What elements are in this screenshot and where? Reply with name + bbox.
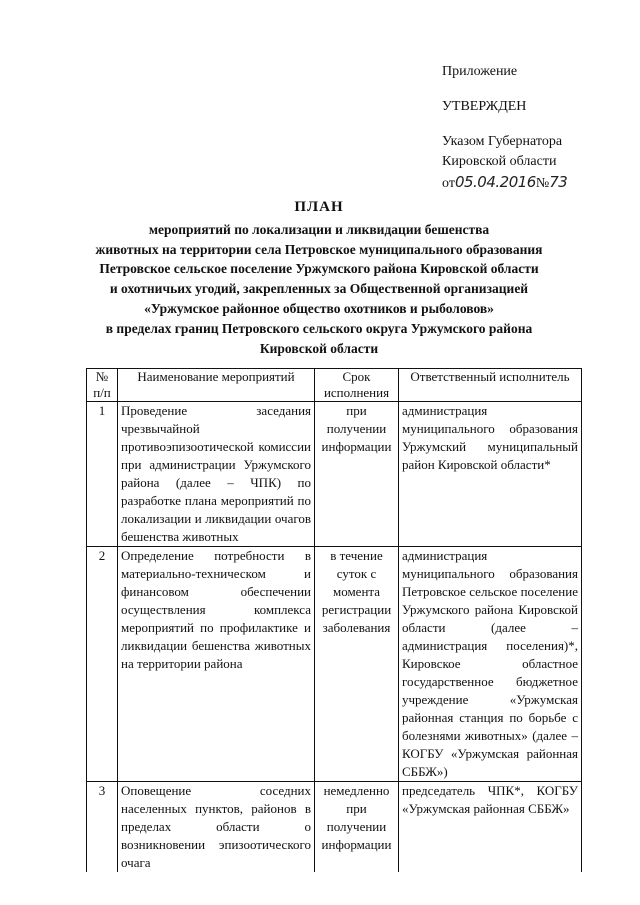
- table-header-row: [87, 369, 582, 402]
- decree-reference: [442, 132, 567, 194]
- row-name: Оповещение соседних населенных пунктов, районов в пределах области о возникновении эпизоотического очага: [118, 782, 315, 873]
- title-line: Петровское сельское поселение Уржумского района Кировской области: [99, 261, 539, 277]
- table-row: [87, 547, 582, 782]
- row-num: 2: [87, 547, 118, 782]
- number-sign: №: [535, 176, 550, 191]
- plan-heading: ПЛАН: [294, 199, 344, 215]
- title-line: в пределах границ Петровского сельского округа Уржумского района: [105, 320, 533, 336]
- row-responsible: администрация муниципального образования Уржумский муниципальный район Кировской области*: [399, 402, 582, 547]
- header-name: Наименование мероприятий: [118, 369, 315, 402]
- title-line: и охотничьих угодий, закрепленных за Общественной организацией: [109, 281, 529, 297]
- appendix-label: Приложение: [442, 64, 518, 79]
- header-num: № п/п: [87, 369, 118, 402]
- row-responsible: администрация муниципального образования Петровское сельское поселение Уржумского района Кировской области (далее – администрация поселения)*, Кировское областное государственное бюджетное учреждение «Уржумская районная станция по борьбе с болезнями животных» (далее – КОГБУ «Уржумская районная СББЖ»): [399, 547, 582, 782]
- row-num: 3: [87, 782, 118, 873]
- handwritten-number: 73: [549, 173, 568, 191]
- approval-block: [442, 62, 567, 194]
- header-term: Срок исполнения: [315, 369, 399, 402]
- title-line: животных на территории села Петровское муниципального образования: [95, 241, 543, 257]
- plan-table: [86, 368, 582, 872]
- row-responsible: председатель ЧПК*, КОГБУ «Уржумская районная СББЖ»: [399, 782, 582, 873]
- row-term: при получении информации: [315, 402, 399, 547]
- header-responsible: Ответственный исполнитель: [399, 369, 582, 402]
- date-prefix: от: [442, 176, 455, 191]
- handwritten-date: 05.04.2016: [454, 173, 536, 191]
- table-row: [87, 782, 582, 873]
- row-term: немедленно при получении информации: [315, 782, 399, 873]
- title-line: «Уржумское районное общество охотников и рыболовов»: [144, 300, 494, 316]
- decree-line-2: Кировской области: [442, 154, 557, 169]
- title-line: Кировской области: [259, 340, 379, 356]
- table-row: [87, 402, 582, 547]
- approved-stamp-text: УТВЕРЖДЕН: [442, 99, 527, 114]
- decree-date-line: [442, 172, 567, 194]
- row-term: в течение суток с момента регистрации заболевания: [315, 547, 399, 782]
- title-line: мероприятий по локализации и ликвидации бешенства: [148, 221, 490, 237]
- row-num: 1: [87, 402, 118, 547]
- row-name: Определение потребности в материально-техническом и финансовом обеспечении осуществления комплекса мероприятий по профилактике и ликвидации бешенства животных на территории района: [118, 547, 315, 782]
- document-title: [90, 198, 548, 358]
- decree-line-1: Указом Губернатора: [442, 134, 563, 149]
- row-name: Проведение заседания чрезвычайной противоэпизоотической комиссии при администрации Уржумского района (далее – ЧПК) по разработке плана мероприятий по локализации и ликвидации очагов бешенства животных: [118, 402, 315, 547]
